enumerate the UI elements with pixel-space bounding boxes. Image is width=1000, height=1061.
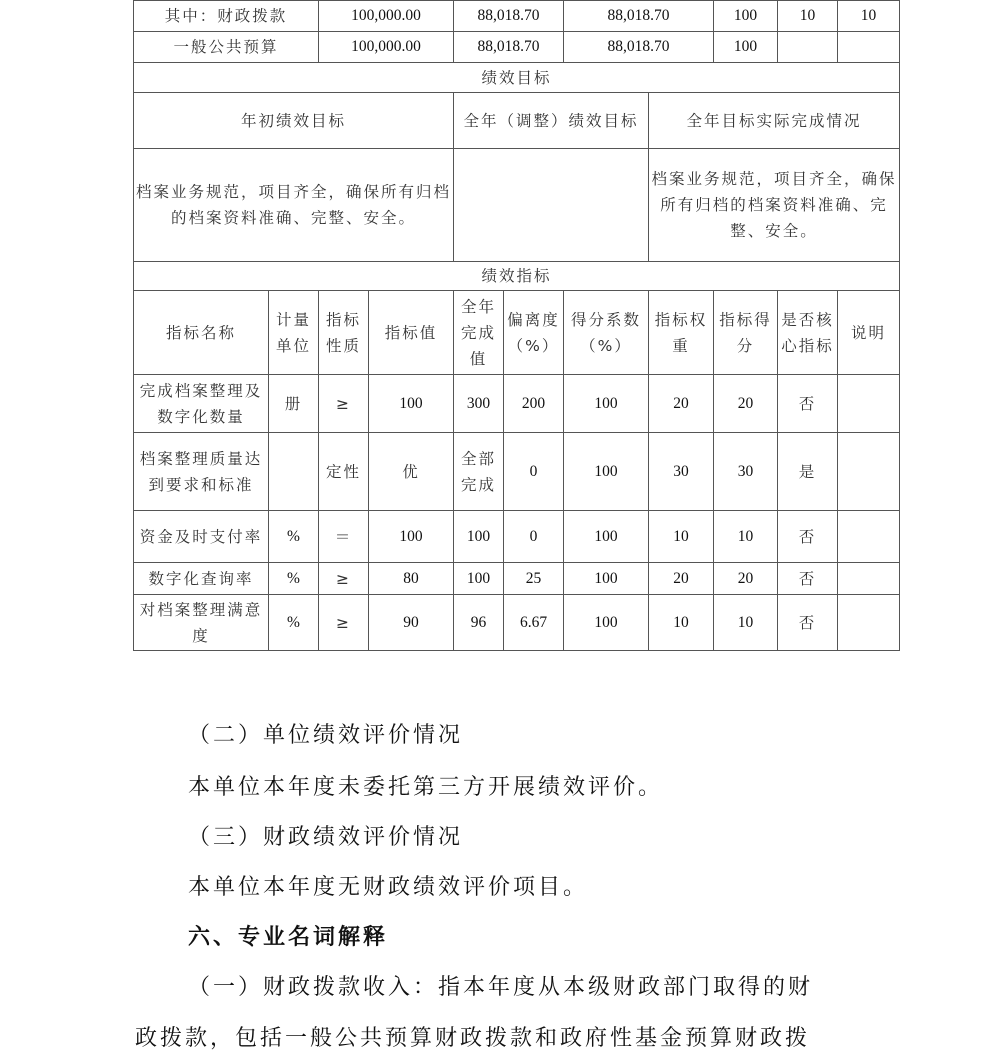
indicator-score: 10 [714,511,778,563]
funding-row [134,1,900,32]
header-note: 说明 [838,291,900,375]
indicator-name: 对档案整理满意度 [134,595,269,651]
indicator-core: 否 [778,563,838,595]
indicator-core: 否 [778,375,838,433]
budget-initial: 100,000.00 [319,32,454,63]
paragraph-terms-line2: 政拨款，包括一般公共预算财政拨款和政府性基金预算财政拨 [135,1026,811,1051]
indicator-note [838,595,900,651]
indicator-row [134,375,900,433]
indicator-score: 30 [714,433,778,511]
funding-label: 一般公共预算 [134,32,319,63]
executed: 88,018.70 [564,1,714,32]
indicator-core: 否 [778,595,838,651]
header-actual: 全年完成值 [454,291,504,375]
indicator-row [134,511,900,563]
rate: 100 [714,32,778,63]
goals-header-initial: 年初绩效目标 [134,93,454,149]
indicator-note [838,563,900,595]
score: 10 [838,1,900,32]
indicator-row [134,433,900,511]
heading-terms: 六、专业名词解释 [188,925,389,950]
executed: 88,018.70 [564,32,714,63]
indicator-weight: 20 [649,563,714,595]
paragraph-unit-eval: 本单位本年度未委托第三方开展绩效评价。 [188,775,664,800]
indicator-row [134,595,900,651]
indicator-coef: 100 [564,433,649,511]
header-core: 是否核心指标 [778,291,838,375]
goals-section-title: 绩效目标 [134,63,900,93]
weight [778,32,838,63]
header-name: 指标名称 [134,291,269,375]
rate: 100 [714,1,778,32]
goals-initial: 档案业务规范，项目齐全，确保所有归档的档案资料准确、完整、安全。 [134,149,454,262]
indicator-target: 100 [369,511,454,563]
indicator-unit [269,433,319,511]
indicator-coef: 100 [564,595,649,651]
paragraph-fiscal-eval: 本单位本年度无财政绩效评价项目。 [188,875,589,900]
header-target: 指标值 [369,291,454,375]
score [838,32,900,63]
heading-fiscal-eval: （三）财政绩效评价情况 [188,825,464,850]
indicator-note [838,375,900,433]
header-nature: 指标性质 [319,291,369,375]
indicator-actual: 100 [454,511,504,563]
goals-header-actual: 全年目标实际完成情况 [649,93,900,149]
indicator-coef: 100 [564,563,649,595]
indicator-nature: ≥ [319,375,369,433]
goals-actual: 档案业务规范，项目齐全，确保所有归档的档案资料准确、完整、安全。 [649,149,900,262]
funding-label: 其中：财政拨款 [134,1,319,32]
indicator-deviation: 0 [504,511,564,563]
indicator-note [838,433,900,511]
indicator-nature: 定性 [319,433,369,511]
indicator-score: 10 [714,595,778,651]
header-score: 指标得分 [714,291,778,375]
indicator-coef: 100 [564,375,649,433]
indicator-target: 优 [369,433,454,511]
indicator-unit: 册 [269,375,319,433]
indicator-actual: 300 [454,375,504,433]
indicator-unit: % [269,511,319,563]
budget-initial: 100,000.00 [319,1,454,32]
goals-adjusted [454,149,649,262]
header-deviation: 偏离度（%） [504,291,564,375]
indicator-unit: % [269,563,319,595]
indicator-deviation: 0 [504,433,564,511]
performance-table [133,0,900,651]
indicator-nature: ＝ [319,511,369,563]
indicator-name: 完成档案整理及数字化数量 [134,375,269,433]
weight: 10 [778,1,838,32]
indicator-name: 数字化查询率 [134,563,269,595]
indicator-score: 20 [714,375,778,433]
indicators-section-title: 绩效指标 [134,262,900,291]
indicator-core: 是 [778,433,838,511]
indicator-note [838,511,900,563]
indicator-actual: 100 [454,563,504,595]
indicator-nature: ≥ [319,595,369,651]
indicator-nature: ≥ [319,563,369,595]
paragraph-terms-line1: （一）财政拨款收入：指本年度从本级财政部门取得的财 [188,975,814,1000]
header-weight: 指标权重 [649,291,714,375]
indicator-deviation: 25 [504,563,564,595]
funding-row [134,32,900,63]
goals-header-adjusted: 全年（调整）绩效目标 [454,93,649,149]
indicator-target: 90 [369,595,454,651]
budget-full: 88,018.70 [454,32,564,63]
indicator-core: 否 [778,511,838,563]
indicator-name: 资金及时支付率 [134,511,269,563]
heading-unit-eval: （二）单位绩效评价情况 [188,723,464,748]
indicator-name: 档案整理质量达到要求和标准 [134,433,269,511]
indicator-weight: 10 [649,511,714,563]
indicator-deviation: 200 [504,375,564,433]
indicators-header-row [134,291,900,375]
indicator-coef: 100 [564,511,649,563]
indicator-weight: 20 [649,375,714,433]
indicator-weight: 10 [649,595,714,651]
indicator-weight: 30 [649,433,714,511]
indicator-score: 20 [714,563,778,595]
indicator-target: 100 [369,375,454,433]
indicator-deviation: 6.67 [504,595,564,651]
header-coef: 得分系数（%） [564,291,649,375]
indicator-unit: % [269,595,319,651]
header-unit: 计量单位 [269,291,319,375]
budget-full: 88,018.70 [454,1,564,32]
indicator-actual: 96 [454,595,504,651]
indicator-actual: 全部完成 [454,433,504,511]
indicator-target: 80 [369,563,454,595]
indicator-row [134,563,900,595]
